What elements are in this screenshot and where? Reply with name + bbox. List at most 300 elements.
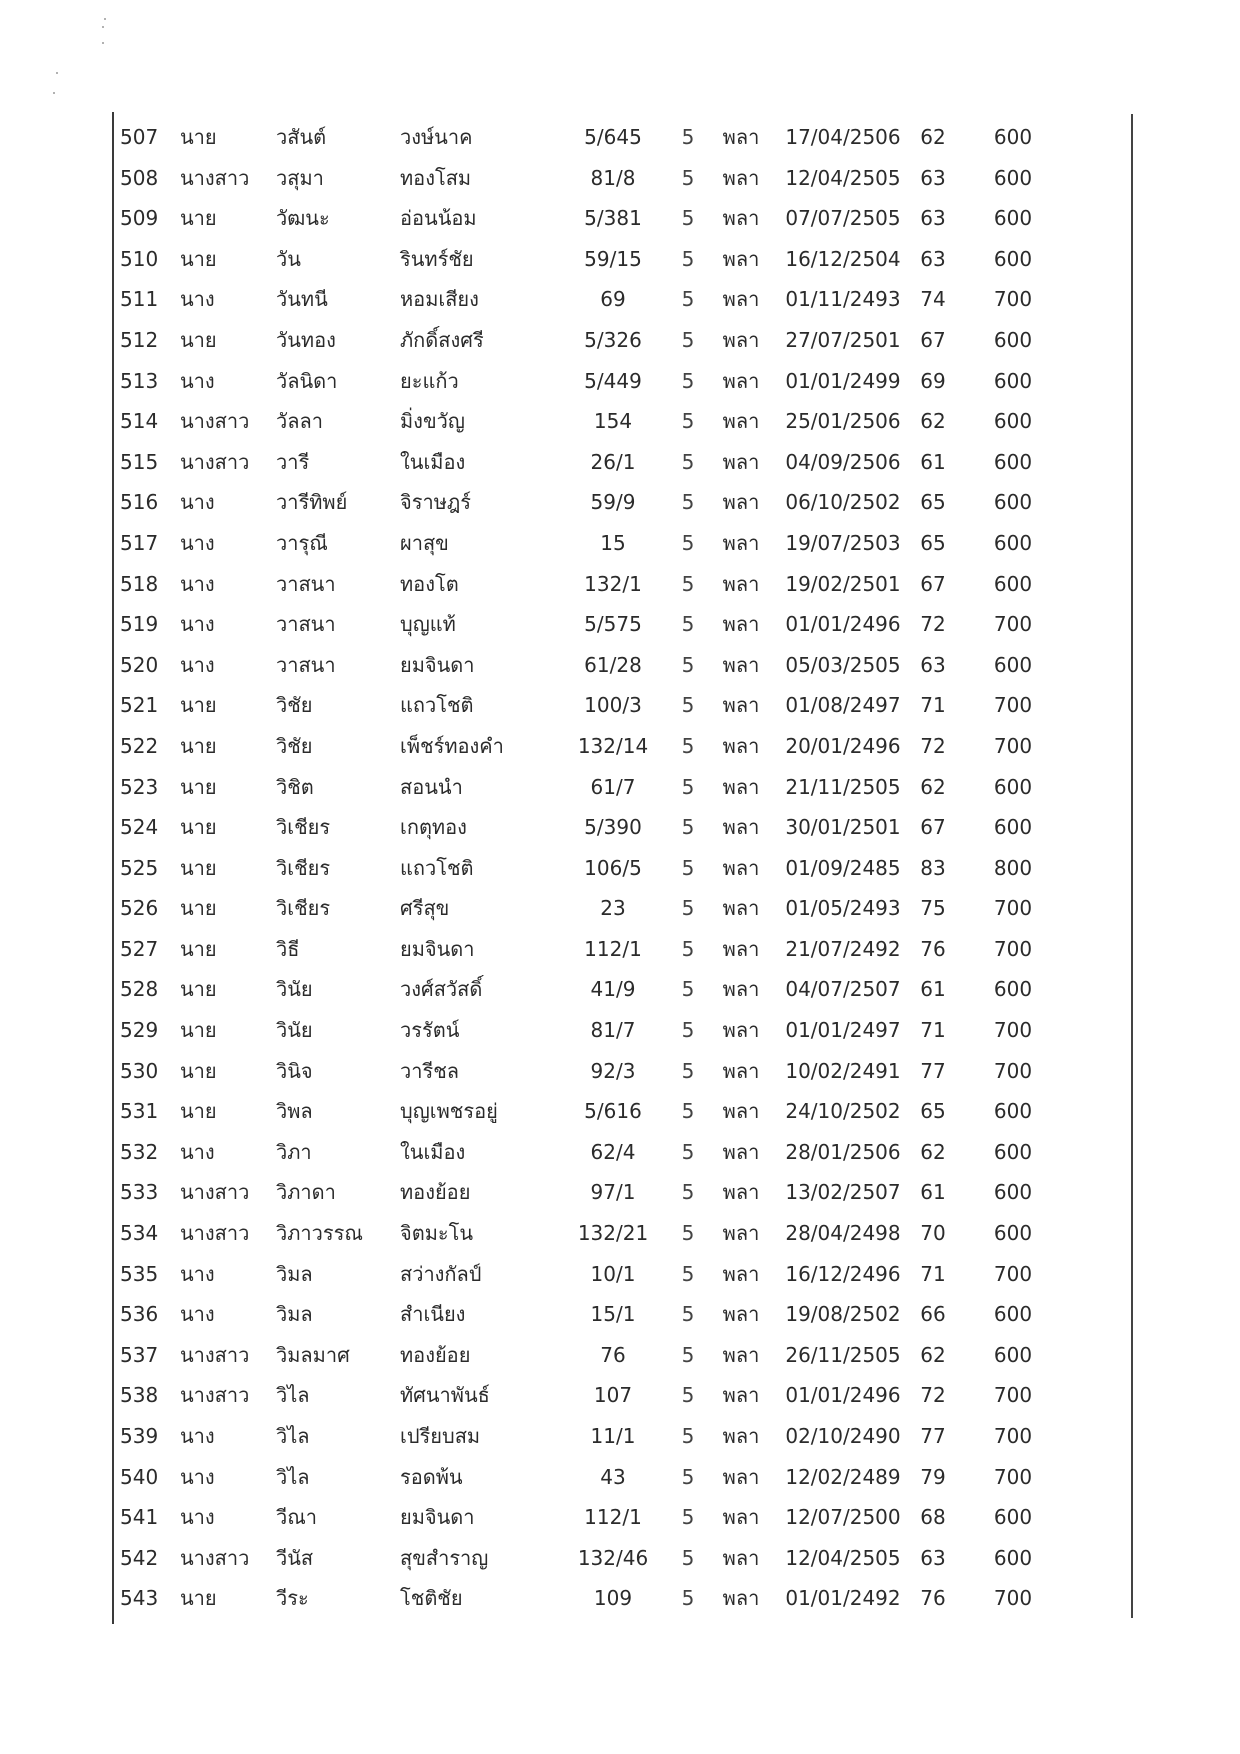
age: 79: [920, 1464, 946, 1489]
row-number: 529: [120, 1018, 159, 1043]
age: 63: [920, 1545, 946, 1570]
age: 62: [920, 1342, 946, 1367]
row-number: 525: [120, 855, 159, 880]
last-name: สอนนำ: [400, 774, 463, 799]
last-name: แถวโชติ: [400, 855, 474, 880]
row-number: 516: [120, 490, 159, 515]
allowance-amount: 800: [993, 855, 1033, 880]
age: 65: [920, 1099, 946, 1124]
row-number: 523: [120, 774, 159, 799]
house-number: 81/7: [590, 1018, 636, 1043]
village-number: 5: [681, 733, 695, 758]
allowance-amount: 600: [993, 449, 1033, 474]
first-name: วิมลมาศ: [276, 1342, 350, 1367]
subdistrict: พลา: [722, 571, 760, 596]
village-number: 5: [681, 1424, 695, 1448]
allowance-amount: 600: [993, 368, 1033, 393]
name-prefix: นาง: [180, 1139, 215, 1164]
age: 66: [920, 1302, 946, 1327]
allowance-amount: 600: [993, 530, 1033, 555]
row-number: 510: [120, 246, 159, 271]
name-prefix: นาย: [180, 855, 217, 880]
subdistrict: พลา: [722, 1302, 760, 1327]
birth-date: 01/11/2493: [785, 287, 901, 312]
age: 63: [920, 652, 946, 677]
row-number: 536: [120, 1302, 159, 1327]
name-prefix: นาย: [180, 936, 217, 961]
subdistrict: พลา: [722, 815, 760, 840]
birth-date: 13/02/2507: [785, 1180, 901, 1205]
table-row: [118, 645, 1128, 686]
house-number: 132/1: [584, 571, 642, 596]
house-number: 5/381: [584, 206, 642, 231]
row-number: 520: [120, 652, 159, 677]
row-number: 535: [120, 1261, 159, 1286]
first-name: วิเชียร: [276, 855, 331, 880]
row-number: 527: [120, 936, 159, 961]
village-number: 5: [681, 652, 695, 677]
name-prefix: นาย: [180, 774, 217, 799]
subdistrict: พลา: [722, 1505, 760, 1530]
table-right-border: [1131, 114, 1133, 1618]
birth-date: 01/01/2497: [785, 1018, 901, 1043]
table-row: [118, 117, 1128, 158]
last-name: แถวโชติ: [400, 693, 474, 718]
age: 71: [920, 1261, 946, 1286]
last-name: บุญแท้: [400, 612, 456, 637]
age: 72: [920, 612, 946, 637]
house-number: 5/575: [584, 612, 642, 637]
last-name: สำเนียง: [400, 1302, 466, 1327]
name-prefix: นาย: [180, 206, 217, 231]
name-prefix: นาย: [180, 693, 217, 718]
first-name: วิภาดา: [276, 1180, 336, 1205]
village-number: 5: [681, 936, 695, 961]
first-name: วิชัย: [276, 733, 313, 758]
last-name: หอมเสียง: [400, 287, 479, 312]
row-number: 541: [120, 1505, 159, 1530]
house-number: 132/14: [577, 733, 649, 758]
table-left-border: [112, 112, 114, 1624]
name-prefix: นางสาว: [180, 1221, 250, 1246]
allowance-amount: 600: [993, 206, 1033, 231]
allowance-amount: 600: [993, 571, 1033, 596]
allowance-amount: 600: [993, 246, 1033, 271]
house-number: 5/326: [584, 327, 642, 352]
table-row: [118, 1457, 1128, 1498]
last-name: ทองโต: [400, 571, 459, 596]
table-row: [118, 320, 1128, 361]
birth-date: 16/12/2496: [785, 1261, 901, 1286]
village-number: 5: [681, 1505, 695, 1530]
birth-date: 01/09/2485: [785, 855, 901, 880]
age: 72: [920, 733, 946, 758]
last-name: ผาสุข: [400, 530, 449, 555]
name-prefix: นาย: [180, 1018, 217, 1043]
last-name: อ่อนน้อม: [400, 206, 477, 231]
village-number: 5: [681, 815, 695, 840]
row-number: 528: [120, 977, 159, 1002]
birth-date: 01/01/2496: [785, 1383, 901, 1408]
name-prefix: นาง: [180, 1505, 215, 1530]
subdistrict: พลา: [722, 1424, 760, 1448]
allowance-amount: 700: [993, 733, 1033, 758]
house-number: 112/1: [584, 936, 642, 961]
subdistrict: พลา: [722, 327, 760, 352]
name-prefix: นางสาว: [180, 1383, 250, 1408]
row-number: 515: [120, 449, 159, 474]
house-number: 62/4: [590, 1139, 636, 1164]
village-number: 5: [681, 977, 695, 1002]
birth-date: 01/01/2496: [785, 612, 901, 637]
subdistrict: พลา: [722, 774, 760, 799]
first-name: วิไล: [276, 1424, 310, 1448]
row-number: 514: [120, 409, 159, 434]
name-prefix: นาง: [180, 530, 215, 555]
allowance-amount: 600: [993, 815, 1033, 840]
table-row: [118, 807, 1128, 848]
house-number: 41/9: [590, 977, 636, 1002]
house-number: 59/9: [590, 490, 636, 515]
subdistrict: พลา: [722, 1058, 760, 1083]
village-number: 5: [681, 774, 695, 799]
village-number: 5: [681, 1058, 695, 1083]
last-name: บุญเพชรอยู่: [400, 1099, 498, 1124]
row-number: 530: [120, 1058, 159, 1083]
table-row: [118, 239, 1128, 280]
birth-date: 16/12/2504: [785, 246, 901, 271]
house-number: 154: [593, 409, 633, 434]
house-number: 5/390: [584, 815, 642, 840]
subdistrict: พลา: [722, 206, 760, 231]
birth-date: 19/08/2502: [785, 1302, 901, 1327]
name-prefix: นางสาว: [180, 1342, 250, 1367]
house-number: 26/1: [590, 449, 636, 474]
first-name: วันทอง: [276, 327, 336, 352]
last-name: ทองย้อย: [400, 1180, 471, 1205]
age: 69: [920, 368, 946, 393]
row-number: 517: [120, 530, 159, 555]
birth-date: 12/04/2505: [785, 1545, 901, 1570]
age: 62: [920, 1139, 946, 1164]
allowance-amount: 600: [993, 1545, 1033, 1570]
birth-date: 26/11/2505: [785, 1342, 901, 1367]
name-prefix: นางสาว: [180, 1545, 250, 1570]
subdistrict: พลา: [722, 1545, 760, 1570]
table-row: [118, 1375, 1128, 1416]
age: 61: [920, 449, 946, 474]
first-name: วิภาวรรณ: [276, 1221, 363, 1246]
birth-date: 21/11/2505: [785, 774, 901, 799]
house-number: 92/3: [590, 1058, 636, 1083]
table-row: [118, 523, 1128, 564]
house-number: 69: [600, 287, 626, 312]
name-prefix: นาง: [180, 490, 215, 515]
village-number: 5: [681, 1221, 695, 1246]
table-row: [118, 929, 1128, 970]
house-number: 23: [600, 896, 626, 921]
allowance-amount: 600: [993, 490, 1033, 515]
last-name: ศรีสุข: [400, 896, 450, 921]
birth-date: 01/08/2497: [785, 693, 901, 718]
subdistrict: พลา: [722, 368, 760, 393]
last-name: ยมจินดา: [400, 936, 475, 961]
subdistrict: พลา: [722, 1018, 760, 1043]
table-row: [118, 1416, 1128, 1457]
table-row: [118, 848, 1128, 889]
name-prefix: นาย: [180, 1058, 217, 1083]
house-number: 11/1: [590, 1424, 636, 1448]
first-name: วิไล: [276, 1464, 310, 1489]
subdistrict: พลา: [722, 449, 760, 474]
allowance-amount: 700: [993, 287, 1033, 312]
birth-date: 30/01/2501: [785, 815, 901, 840]
first-name: วิชิต: [276, 774, 314, 799]
row-number: 519: [120, 612, 159, 637]
house-number: 107: [593, 1383, 633, 1408]
age: 76: [920, 936, 946, 961]
last-name: ภักดิ์สงศรี: [400, 327, 484, 352]
row-number: 507: [120, 125, 159, 149]
birth-date: 27/07/2501: [785, 327, 901, 352]
village-number: 5: [681, 449, 695, 474]
age: 76: [920, 1586, 946, 1611]
name-prefix: นาง: [180, 652, 215, 677]
last-name: จิราษฎร์: [400, 490, 472, 515]
name-prefix: นาง: [180, 1424, 215, 1448]
house-number: 5/645: [584, 125, 642, 149]
age: 63: [920, 165, 946, 190]
last-name: วงษ์นาค: [400, 125, 473, 149]
age: 74: [920, 287, 946, 312]
village-number: 5: [681, 409, 695, 434]
age: 65: [920, 490, 946, 515]
first-name: วัน: [276, 246, 301, 271]
subdistrict: พลา: [722, 733, 760, 758]
village-number: 5: [681, 855, 695, 880]
row-number: 509: [120, 206, 159, 231]
age: 83: [920, 855, 946, 880]
village-number: 5: [681, 1342, 695, 1367]
age: 62: [920, 774, 946, 799]
row-number: 524: [120, 815, 159, 840]
age: 72: [920, 1383, 946, 1408]
name-prefix: นาง: [180, 1302, 215, 1327]
subdistrict: พลา: [722, 1221, 760, 1246]
village-number: 5: [681, 125, 695, 149]
house-number: 5/616: [584, 1099, 642, 1124]
house-number: 100/3: [584, 693, 642, 718]
allowance-amount: 700: [993, 1383, 1033, 1408]
name-prefix: นางสาว: [180, 165, 250, 190]
first-name: วิเชียร: [276, 815, 331, 840]
name-prefix: นาย: [180, 246, 217, 271]
last-name: วารีชล: [400, 1058, 460, 1083]
subdistrict: พลา: [722, 1099, 760, 1124]
birth-date: 12/02/2489: [785, 1464, 901, 1489]
house-number: 132/21: [577, 1221, 649, 1246]
age: 67: [920, 815, 946, 840]
table-row: [118, 564, 1128, 605]
last-name: ทองย้อย: [400, 1342, 471, 1367]
table-row: [118, 1578, 1128, 1619]
house-number: 43: [600, 1464, 626, 1489]
row-number: 542: [120, 1545, 159, 1570]
birth-date: 20/01/2496: [785, 733, 901, 758]
house-number: 81/8: [590, 165, 636, 190]
house-number: 61/7: [590, 774, 636, 799]
house-number: 61/28: [584, 652, 642, 677]
birth-date: 28/04/2498: [785, 1221, 901, 1246]
last-name: โชติชัย: [400, 1586, 463, 1611]
name-prefix: นาย: [180, 327, 217, 352]
allowance-amount: 600: [993, 327, 1033, 352]
house-number: 132/46: [577, 1545, 649, 1570]
village-number: 5: [681, 1261, 695, 1286]
allowance-amount: 700: [993, 1424, 1033, 1448]
village-number: 5: [681, 1018, 695, 1043]
name-prefix: นาย: [180, 733, 217, 758]
last-name: ในเมือง: [400, 449, 466, 474]
age: 63: [920, 246, 946, 271]
birth-date: 02/10/2490: [785, 1424, 901, 1448]
name-prefix: นาง: [180, 612, 215, 637]
row-number: 540: [120, 1464, 159, 1489]
birth-date: 19/07/2503: [785, 530, 901, 555]
first-name: วิชัย: [276, 693, 313, 718]
table-row: [118, 685, 1128, 726]
village-number: 5: [681, 1099, 695, 1124]
village-number: 5: [681, 165, 695, 190]
row-number: 513: [120, 368, 159, 393]
birth-date: 04/09/2506: [785, 449, 901, 474]
name-prefix: นางสาว: [180, 449, 250, 474]
age: 62: [920, 409, 946, 434]
scan-specks: [48, 12, 128, 92]
house-number: 97/1: [590, 1180, 636, 1205]
row-number: 508: [120, 165, 159, 190]
house-number: 106/5: [584, 855, 642, 880]
name-prefix: นางสาว: [180, 409, 250, 434]
name-prefix: นาย: [180, 1586, 217, 1611]
allowance-amount: 600: [993, 1139, 1033, 1164]
birth-date: 17/04/2506: [785, 125, 901, 149]
village-number: 5: [681, 612, 695, 637]
village-number: 5: [681, 896, 695, 921]
row-number: 531: [120, 1099, 159, 1124]
beneficiary-table: [118, 117, 1128, 1619]
birth-date: 06/10/2502: [785, 490, 901, 515]
birth-date: 12/04/2505: [785, 165, 901, 190]
first-name: วิพล: [276, 1099, 313, 1124]
allowance-amount: 600: [993, 652, 1033, 677]
allowance-amount: 700: [993, 693, 1033, 718]
subdistrict: พลา: [722, 287, 760, 312]
age: 65: [920, 530, 946, 555]
first-name: วิมล: [276, 1302, 313, 1327]
table-row: [118, 482, 1128, 523]
village-number: 5: [681, 1383, 695, 1408]
allowance-amount: 700: [993, 896, 1033, 921]
allowance-amount: 600: [993, 1505, 1033, 1530]
age: 68: [920, 1505, 946, 1530]
table-row: [118, 198, 1128, 239]
table-row: [118, 1497, 1128, 1538]
subdistrict: พลา: [722, 1261, 760, 1286]
row-number: 534: [120, 1221, 159, 1246]
row-number: 512: [120, 327, 159, 352]
age: 67: [920, 571, 946, 596]
name-prefix: นาง: [180, 368, 215, 393]
first-name: วิธี: [276, 936, 300, 961]
allowance-amount: 700: [993, 1018, 1033, 1043]
village-number: 5: [681, 327, 695, 352]
subdistrict: พลา: [722, 125, 760, 149]
allowance-amount: 600: [993, 1099, 1033, 1124]
allowance-amount: 700: [993, 1586, 1033, 1611]
last-name: จิตมะโน: [400, 1221, 474, 1246]
table-row: [118, 726, 1128, 767]
subdistrict: พลา: [722, 409, 760, 434]
house-number: 15: [600, 530, 626, 555]
subdistrict: พลา: [722, 1180, 760, 1205]
subdistrict: พลา: [722, 1383, 760, 1408]
house-number: 15/1: [590, 1302, 636, 1327]
first-name: วันทนี: [276, 287, 328, 312]
table-row: [118, 1132, 1128, 1173]
village-number: 5: [681, 1139, 695, 1164]
birth-date: 24/10/2502: [785, 1099, 901, 1124]
first-name: วาสนา: [276, 652, 336, 677]
birth-date: 10/02/2491: [785, 1058, 901, 1083]
subdistrict: พลา: [722, 936, 760, 961]
allowance-amount: 600: [993, 977, 1033, 1002]
table-row: [118, 1254, 1128, 1295]
first-name: วัฒนะ: [276, 206, 330, 231]
birth-date: 12/07/2500: [785, 1505, 901, 1530]
village-number: 5: [681, 490, 695, 515]
allowance-amount: 700: [993, 1261, 1033, 1286]
allowance-amount: 600: [993, 1342, 1033, 1367]
subdistrict: พลา: [722, 165, 760, 190]
table-row: [118, 1335, 1128, 1376]
age: 77: [920, 1058, 946, 1083]
house-number: 109: [593, 1586, 633, 1611]
village-number: 5: [681, 246, 695, 271]
village-number: 5: [681, 287, 695, 312]
subdistrict: พลา: [722, 652, 760, 677]
subdistrict: พลา: [722, 1342, 760, 1367]
subdistrict: พลา: [722, 530, 760, 555]
birth-date: 07/07/2505: [785, 206, 901, 231]
first-name: วีณา: [276, 1505, 318, 1530]
birth-date: 28/01/2506: [785, 1139, 901, 1164]
table-row: [118, 1538, 1128, 1579]
house-number: 10/1: [590, 1261, 636, 1286]
allowance-amount: 600: [993, 125, 1033, 149]
last-name: มิ่งขวัญ: [400, 409, 465, 434]
last-name: เปรียบสม: [400, 1424, 481, 1448]
table-row: [118, 888, 1128, 929]
row-number: 543: [120, 1586, 159, 1611]
first-name: วสันต์: [276, 125, 327, 149]
name-prefix: นาง: [180, 571, 215, 596]
name-prefix: นาง: [180, 287, 215, 312]
house-number: 112/1: [584, 1505, 642, 1530]
subdistrict: พลา: [722, 855, 760, 880]
subdistrict: พลา: [722, 977, 760, 1002]
village-number: 5: [681, 530, 695, 555]
